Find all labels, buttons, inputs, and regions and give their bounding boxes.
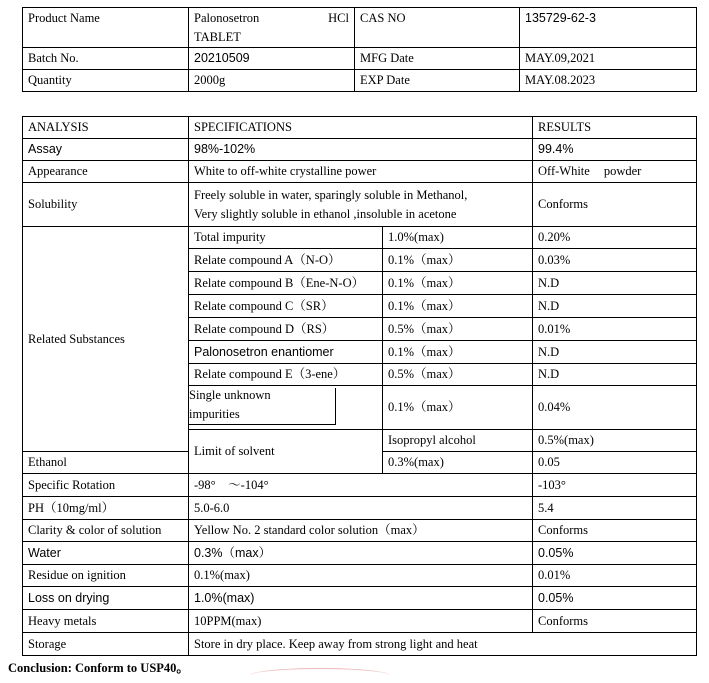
single-unknown-line1: Single unknown [189, 388, 271, 402]
ph-name: PH（10mg/ml） [23, 497, 189, 520]
clarity-name: Clarity & color of solution [23, 520, 189, 542]
col-results: RESULTS [533, 117, 697, 139]
assay-result: 99.4% [533, 139, 697, 161]
lod-spec: 1.0%(max) [189, 587, 533, 610]
related-item: Relate compound A（N-O） [189, 249, 383, 272]
related-limit: 1.0%(max) [383, 227, 533, 249]
residue-result: 0.01% [533, 565, 697, 587]
solvent-item: Isopropyl alcohol [383, 430, 533, 452]
assay-spec: 98%-102% [189, 139, 533, 161]
table-header-row [23, 117, 697, 139]
solubility-spec-line2: Very slightly soluble in ethanol ,insoluble in acetone [194, 206, 457, 221]
related-limit: 0.1%（max） [383, 272, 533, 295]
quantity-label: Quantity [23, 70, 189, 92]
related-result: 0.03% [533, 249, 697, 272]
water-result: 0.05% [533, 542, 697, 565]
related-item: Total impurity [189, 227, 383, 249]
single-unknown-line2: impurities [189, 407, 240, 421]
quantity-value: 2000g [189, 70, 355, 92]
related-result: 0.04% [533, 386, 697, 430]
related-item: Relate compound C（SR） [189, 295, 383, 318]
cas-value: 135729-62-3 [520, 8, 697, 48]
related-result: N.D [533, 272, 697, 295]
rotation-result: -103° [533, 474, 697, 497]
related-item: Relate compound D（RS） [189, 318, 383, 341]
solvent-item: Ethanol [23, 452, 189, 474]
related-limit: 0.5%（max） [383, 318, 533, 341]
solubility-name: Solubility [23, 183, 189, 227]
product-name-line1: Palonosetron [194, 11, 260, 25]
related-result: N.D [533, 295, 697, 318]
water-name: Water [23, 542, 189, 565]
related-limit: 0.1%（max） [383, 295, 533, 318]
heavy-metals-spec: 10PPM(max) [189, 610, 533, 633]
product-name-line2: TABLET [194, 30, 241, 44]
storage-spec: Store in dry place. Keep away from strong light and heat [189, 633, 697, 656]
product-info-table [22, 7, 697, 92]
related-limit: 0.1%（max） [383, 341, 533, 364]
appearance-result-a: Off-White [538, 164, 590, 178]
related-substances-name: Related Substances [23, 227, 189, 452]
lod-result: 0.05% [533, 587, 697, 610]
batch-value: 20210509 [189, 48, 355, 70]
table-row [23, 474, 697, 497]
water-spec: 0.3%（max） [189, 542, 533, 565]
mfg-label: MFG Date [355, 48, 520, 70]
solvent-name: Limit of solvent [189, 430, 383, 474]
related-result: 0.20% [533, 227, 697, 249]
ph-result: 5.4 [533, 497, 697, 520]
product-name-hcl: HCl [328, 11, 349, 25]
solvent-result: 0.05 [533, 452, 697, 474]
rotation-spec: -98° ～-104° [189, 474, 533, 497]
related-result: 0.01% [533, 318, 697, 341]
lod-name: Loss on drying [23, 587, 189, 610]
storage-name: Storage [23, 633, 189, 656]
exp-label: EXP Date [355, 70, 520, 92]
related-result: N.D [533, 364, 697, 386]
table-row [23, 542, 697, 565]
related-result: N.D [533, 341, 697, 364]
residue-spec: 0.1%(max) [189, 565, 533, 587]
solubility-spec [189, 183, 533, 227]
single-unknown-item [189, 386, 383, 430]
related-limit: 0.1%（max） [383, 386, 533, 430]
product-name-label: Product Name [23, 8, 189, 48]
heavy-metals-result: Conforms [533, 610, 697, 633]
analysis-table [22, 116, 697, 656]
related-limit: 0.1%（max） [383, 249, 533, 272]
appearance-spec: White to off-white crystalline power [189, 161, 533, 183]
cas-label: CAS NO [355, 8, 520, 48]
appearance-result-b: powder [603, 164, 642, 178]
table-row [23, 520, 697, 542]
related-item: Relate compound B（Ene-N-O） [189, 272, 383, 295]
appearance-name: Appearance [23, 161, 189, 183]
table-row [23, 183, 697, 227]
table-row [23, 139, 697, 161]
solubility-spec-line1: Freely soluble in water, sparingly soluble in Methanol, [194, 187, 468, 202]
conclusion-text: Conclusion: Conform to USP40。 [8, 661, 189, 675]
solvent-limit: 0.5%(max) [533, 430, 697, 452]
clarity-result: Conforms [533, 520, 697, 542]
table-row [23, 587, 697, 610]
col-analysis: ANALYSIS [23, 117, 189, 139]
mfg-value: MAY.09,2021 [520, 48, 697, 70]
solubility-result: Conforms [533, 183, 697, 227]
col-specifications: SPECIFICATIONS [189, 117, 533, 139]
appearance-result [533, 161, 697, 183]
product-name-value [189, 8, 355, 48]
table-row [23, 497, 697, 520]
table-row [23, 227, 697, 249]
table-row [23, 610, 697, 633]
assay-name: Assay [23, 139, 189, 161]
table-row [23, 565, 697, 587]
rotation-name: Specific Rotation [23, 474, 189, 497]
clarity-spec: Yellow No. 2 standard color solution（max） [189, 520, 533, 542]
table-row [23, 161, 697, 183]
exp-value: MAY.08.2023 [520, 70, 697, 92]
solvent-limit: 0.3%(max) [383, 452, 533, 474]
related-item: Palonosetron enantiomer [189, 341, 383, 364]
related-item: Relate compound E（3-ene） [189, 364, 383, 386]
heavy-metals-name: Heavy metals [23, 610, 189, 633]
ph-spec: 5.0-6.0 [189, 497, 533, 520]
related-limit: 0.5%（max） [383, 364, 533, 386]
residue-name: Residue on ignition [23, 565, 189, 587]
batch-label: Batch No. [23, 48, 189, 70]
table-row [23, 633, 697, 656]
single-unknown-box [189, 388, 336, 425]
